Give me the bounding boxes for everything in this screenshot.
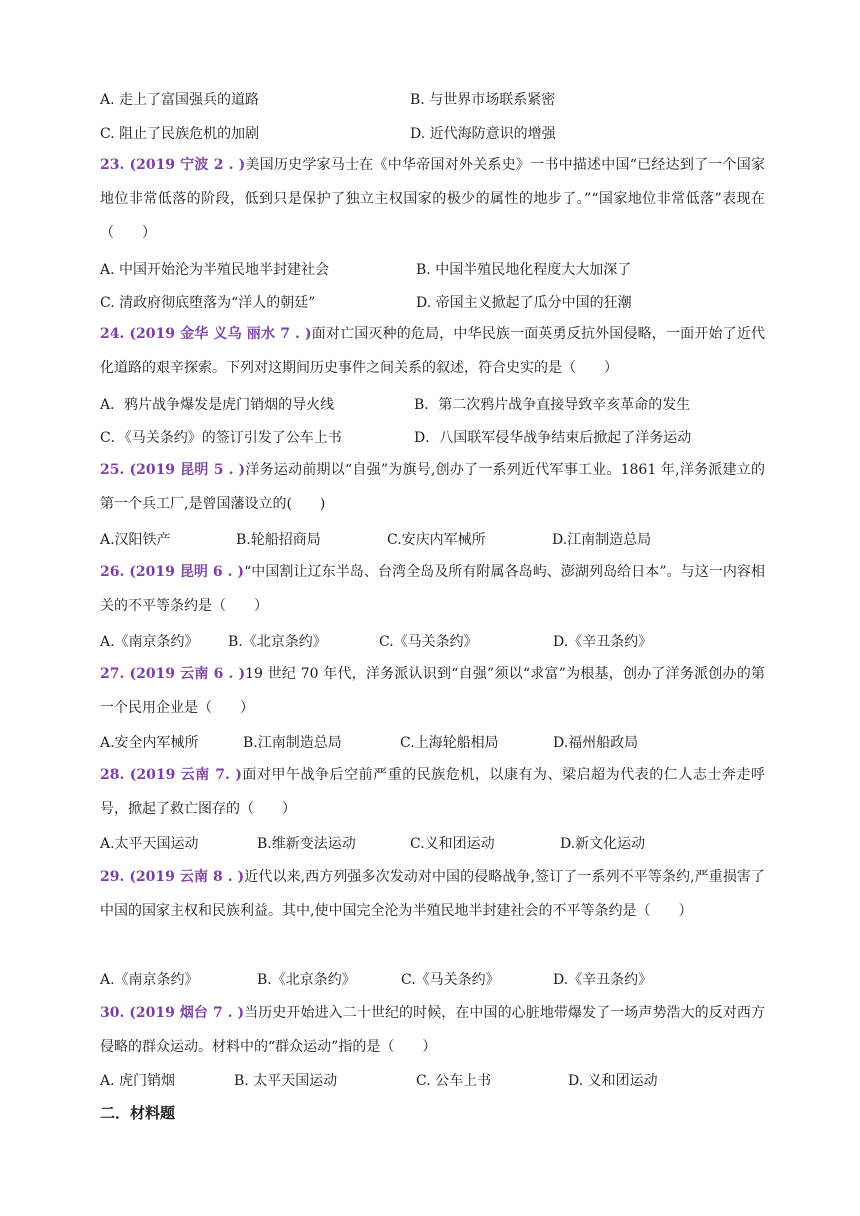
q30-option-d: D. 义和团运动 [568,1073,658,1089]
question-24 [100,317,765,385]
q26-option-d: D.《辛丑条约》 [553,634,653,650]
question-30-source: 30. (2019 烟台 7 . ) [100,1005,245,1021]
q29-option-a: A.《南京条约》 [100,972,199,988]
question-25 [100,453,765,521]
question-25-stem: 洋务运动前期以“自强”为旗号,创办了一系列近代军事工业。1861 年,洋务派建立的第一个兵工厂,是曾国藩设立的( ) [100,462,765,512]
q30-option-c: C. 公车上书 [416,1073,492,1089]
question-26-stem: “中国割让辽东半岛、台湾全岛及所有附属各岛屿、澎湖列岛给日本”。与这一内容相关的不平等条约是（ ） [100,564,766,614]
question-29-stem: 近代以来,西方列强多次发动对中国的侵略战争,签订了一系列不平等条约,严重损害了中国的国家主权和民族利益。其中,使中国完全沦为半殖民地半封建社会的不平等条约是（ ） [100,869,765,919]
q26-option-c: C.《马关条约》 [379,634,478,650]
q25-option-a: A.汉阳铁产 [100,532,171,548]
question-23 [100,148,765,250]
q29-option-c: C.《马关条约》 [401,972,500,988]
question-23-stem: 美国历史学家马士在《中华帝国对外关系史》一书中描述中国“已经达到了一个国家地位非常低落的阶段，低到只是保护了独立主权国家的极少的属性的地步了。”“国家地位非常低落”表现在（ ） [100,157,766,241]
q28-option-c: C.义和团运动 [410,836,495,852]
question-24-source: 24. (2019 金华 义乌 丽水 7 . ) [100,326,312,342]
q29-option-b: B.《北京条约》 [257,972,356,988]
question-29-source: 29. (2019 云南 8 . ) [100,869,245,885]
q28-option-b: B.维新变法运动 [257,836,356,852]
q26-option-b: B.《北京条约》 [228,634,327,650]
question-26-source: 26. (2019 昆明 6 . ) [100,564,245,580]
question-27 [100,657,765,725]
question-28-stem: 面对甲午战争后空前严重的民族危机，以康有为、梁启超为代表的仁人志士奔走呼号，掀起了救亡图存的（ ） [100,767,765,817]
q23-option-b: B. 中国半殖民地化程度大大加深了 [416,262,632,278]
q22-option-c: C. 阻止了民族危机的加剧 [100,126,260,142]
q27-option-d: D.福州船政局 [553,735,639,751]
q24-option-c: C．《马关条约》的签订引发了公车上书 [100,430,342,446]
question-25-source: 25. (2019 昆明 5 . ) [100,462,246,478]
q27-option-c: C.上海轮船相局 [400,735,499,751]
question-26 [100,555,765,623]
q24-option-a: A．鸦片战争爆发是虎门销烟的导火线 [100,397,335,413]
q22-option-a: A. 走上了富国强兵的道路 [100,92,260,108]
q30-option-a: A. 虎门销烟 [100,1073,176,1089]
q29-option-d: D.《辛丑条约》 [553,972,653,988]
q28-option-d: D.新文化运动 [560,836,646,852]
q27-option-b: B.江南制造总局 [243,735,342,751]
q23-option-c: C. 清政府彻底堕落为“洋人的朝廷” [100,295,316,311]
q24-option-b: B．第二次鸦片战争直接导致辛亥革命的发生 [414,397,691,413]
section-heading-materials: 二．材料题 [100,1104,176,1122]
question-28 [100,758,765,826]
q23-option-a: A. 中国开始沦为半殖民地半封建社会 [100,262,330,278]
question-27-source: 27. (2019 云南 6 . ) [100,666,246,682]
q25-option-c: C.安庆内军械所 [387,532,486,548]
question-29 [100,860,765,928]
q26-option-a: A.《南京条约》 [100,634,199,650]
q28-option-a: A.太平天国运动 [100,836,199,852]
question-24-stem: 面对亡国灭种的危局，中华民族一面英勇反抗外国侵略，一面开始了近代化道路的艰辛探索。下列对这期间历史事件之间关系的叙述，符合史实的是（ ） [100,326,765,376]
question-27-stem: 19 世纪 70 年代，洋务派认识到“自强”须以“求富”为根基，创办了洋务派创办的第一个民用企业是（ ） [100,666,765,716]
q30-option-b: B. 太平天国运动 [234,1073,338,1089]
q22-option-b: B. 与世界市场联系紧密 [410,92,556,108]
question-28-source: 28. (2019 云南 7. ) [100,767,242,783]
q25-option-b: B.轮船招商局 [236,532,321,548]
q27-option-a: A.安全内军械所 [100,735,199,751]
q23-option-d: D. 帝国主义掀起了瓜分中国的狂潮 [416,295,632,311]
question-23-source: 23. (2019 宁波 2 . ) [100,157,246,173]
q24-option-d: D．八国联军侵华战争结束后掀起了洋务运动 [414,430,692,446]
q22-option-d: D. 近代海防意识的增强 [410,126,556,142]
question-30 [100,996,765,1064]
q25-option-d: D.江南制造总局 [552,532,652,548]
question-30-stem: 当历史开始进入二十世纪的时候，在中国的心脏地带爆发了一场声势浩大的反对西方侵略的群众运动。材料中的“群众运动”指的是（ ） [100,1005,765,1055]
